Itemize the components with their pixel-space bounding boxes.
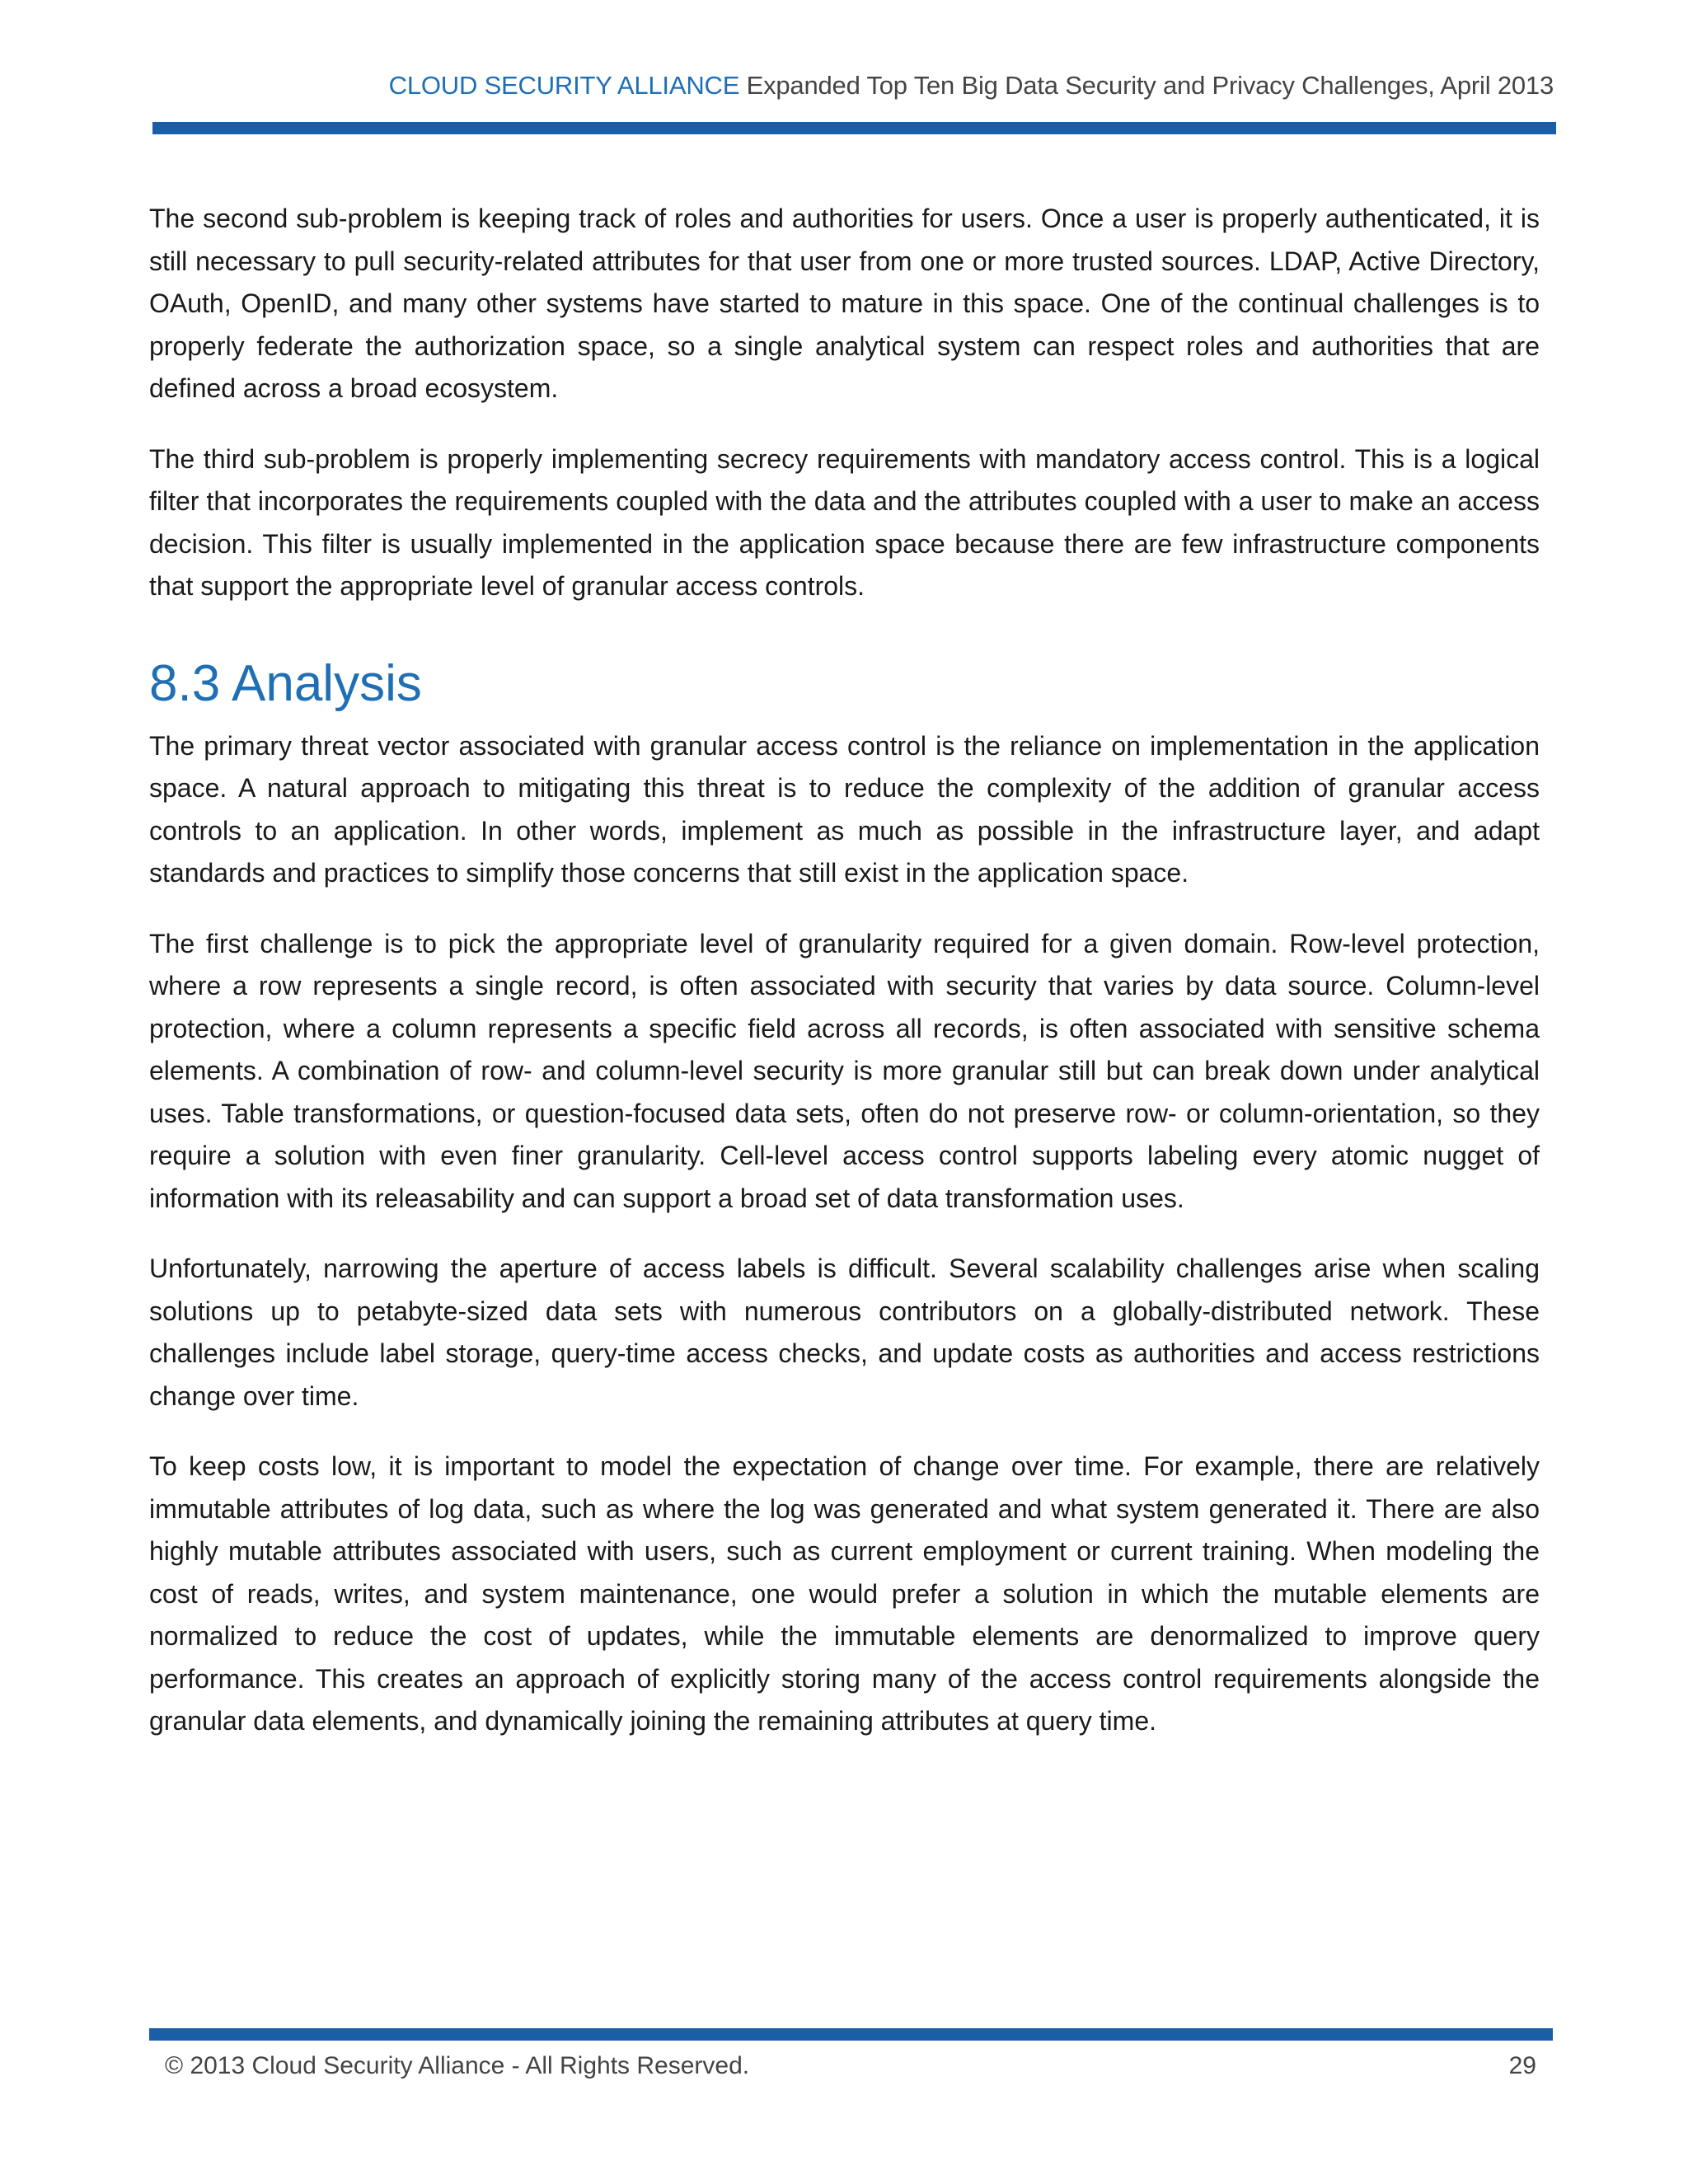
header-document-title: Expanded Top Ten Big Data Security and Privacy Challenges, April 2013 xyxy=(746,71,1554,100)
header-divider xyxy=(152,122,1556,134)
section-heading: 8.3 Analysis xyxy=(149,654,422,712)
running-header xyxy=(152,71,1554,101)
header-org-name: CLOUD SECURITY ALLIANCE xyxy=(388,71,740,100)
body-paragraph: To keep costs low, it is important to model the expectation of change over time. For example, there are relatively immutable attributes of log data, such as where the log was generated and what system generated it. There are also highly mutable attributes associated with users, such as current employment or current training. When modeling the cost of reads, writes, and system maintenance, one would prefer a solution in which the mutable elements are normalized to reduce the cost of updates, while the immutable elements are denormalized to improve query performance. This creates an approach of explicitly storing many of the access control requirements alongside the granular data elements, and dynamically joining the remaining attributes at query time. xyxy=(149,1451,1540,1736)
body-paragraph: Unfortunately, narrowing the aperture of access labels is difficult. Several scalability challenges arise when scaling solutions up to petabyte-sized data sets with numerous contributors on a globally-distributed network. These challenges include label storage, query-time access checks, and update costs as authorities and access restrictions change over time. xyxy=(149,1254,1540,1411)
footer-copyright: © 2013 Cloud Security Alliance - All Rights Reserved. xyxy=(165,2052,750,2079)
body-paragraph: The primary threat vector associated with granular access control is the reliance on implementation in the application space. A natural approach to mitigating this threat is to reduce the complexity of the addition of granular access controls to an application. In other words, implement as much as possible in the infrastructure layer, and adapt standards and practices to simplify those concerns that still exist in the application space. xyxy=(149,730,1540,888)
page-number: 29 xyxy=(1508,2052,1536,2079)
page-body xyxy=(149,198,1540,1771)
body-paragraph: The first challenge is to pick the appropriate level of granularity required for a given domain. Row-level protection, where a row represents a single record, is often associated with security that varies by data source. Column-level protection, where a column represents a specific field across all records, is often associated with sensitive schema elements. A combination of row- and column-level security is more granular still but can break down under analytical uses. Table transformations, or question-focused data sets, often do not preserve row- or column-orientation, so they require a solution with even finer granularity. Cell-level access control supports labeling every atomic nugget of information with its releasability and can support a broad set of data transformation uses. xyxy=(149,928,1540,1213)
footer-divider xyxy=(149,2028,1553,2041)
body-paragraph: The third sub-problem is properly implementing secrecy requirements with mandatory access control. This is a logical filter that incorporates the requirements coupled with the data and the attributes coupled with a user to make an access decision. This filter is usually implemented in the application space because there are few infrastructure components that support the appropriate level of granular access controls. xyxy=(149,443,1540,601)
body-paragraph: The second sub-problem is keeping track of roles and authorities for users. Once a user is properly authenticated, it is still necessary to pull security-related attributes for that user from one or more trusted sources. LDAP, Active Directory, OAuth, OpenID, and many other systems have started to mature in this space. One of the continual challenges is to properly federate the authorization space, so a single analytical system can respect roles and authorities that are defined across a broad ecosystem. xyxy=(149,204,1540,403)
